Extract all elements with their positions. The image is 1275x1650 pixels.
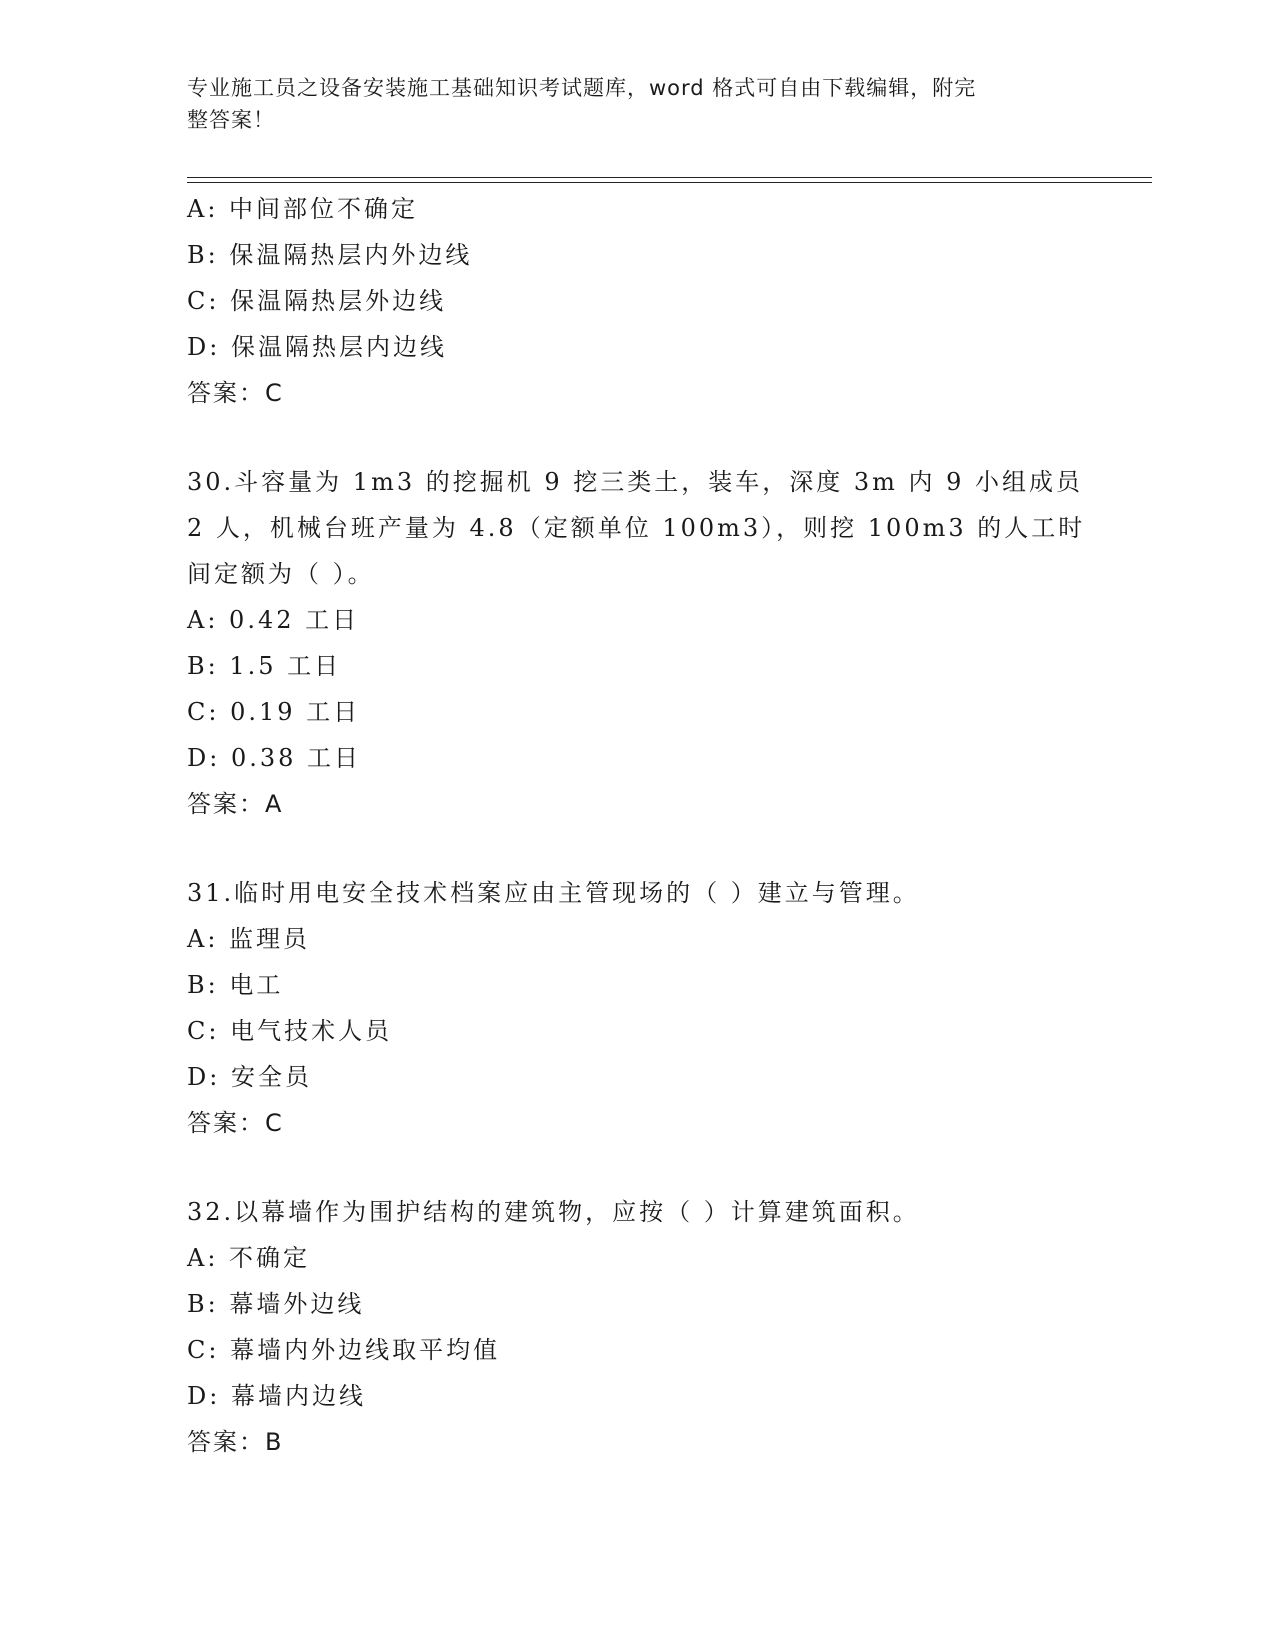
- question-32: [187, 1189, 1152, 1465]
- answer-line: 答案：C: [187, 379, 284, 407]
- question-stem-line: 32.以幕墙作为围护结构的建筑物，应按（ ）计算建筑面积。: [187, 1198, 920, 1226]
- option-c: C: 保温隔热层外边线: [187, 287, 447, 315]
- option-c: C: 电气技术人员: [187, 1017, 393, 1045]
- answer-line: 答案：C: [187, 1109, 284, 1137]
- question-stem-line: 31.临时用电安全技术档案应由主管现场的（ ）建立与管理。: [187, 879, 920, 907]
- option-a: A: 中间部位不确定: [187, 195, 419, 223]
- answer-line: 答案：B: [187, 1428, 284, 1456]
- answer-line: 答案：A: [187, 790, 284, 818]
- question-30: [187, 459, 1152, 827]
- question-31: [187, 870, 1152, 1146]
- option-a: A: 不确定: [187, 1244, 311, 1272]
- option-a: A: 监理员: [187, 925, 311, 953]
- option-b: B: 1.5 工日: [187, 652, 342, 680]
- question-list: [187, 186, 1152, 1465]
- option-d: D: 安全员: [187, 1063, 312, 1091]
- option-c: C: 幕墙内外边线取平均值: [187, 1336, 501, 1364]
- option-b: B: 幕墙外边线: [187, 1290, 365, 1318]
- question-stem-line: 30.斗容量为 1m3 的挖掘机 9 挖三类土，装车，深度 3m 内 9 小组成员: [187, 468, 1084, 496]
- option-d: D: 保温隔热层内边线: [187, 333, 447, 361]
- header-line-2: 整答案！: [187, 108, 275, 132]
- option-b: B: 电工: [187, 971, 284, 999]
- option-d: D: 0.38 工日: [187, 744, 362, 772]
- question-stem-line: 间定额为（ ）。: [187, 560, 375, 588]
- question-29-continued: [187, 186, 1152, 416]
- question-stem-line: 2 人，机械台班产量为 4.8（定额单位 100m3），则挖 100m3 的人工时: [187, 514, 1086, 542]
- header-line-1: 专业施工员之设备安装施工基础知识考试题库，word 格式可自由下载编辑，附完: [187, 76, 977, 100]
- option-d: D: 幕墙内边线: [187, 1382, 366, 1410]
- option-b: B: 保温隔热层内外边线: [187, 241, 473, 269]
- option-c: C: 0.19 工日: [187, 698, 361, 726]
- document-header: [187, 72, 1067, 136]
- option-a: A: 0.42 工日: [187, 606, 360, 634]
- header-divider-top: [187, 177, 1152, 178]
- header-divider-bottom: [187, 182, 1152, 183]
